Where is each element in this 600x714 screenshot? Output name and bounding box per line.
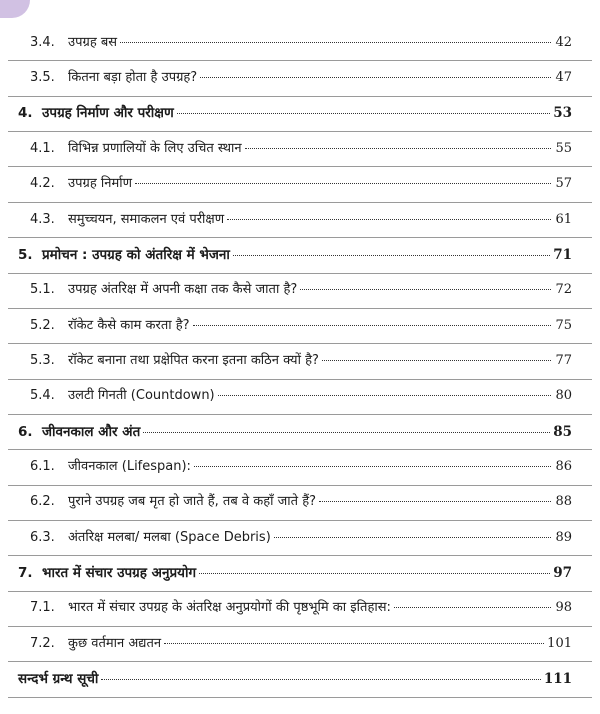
dot-leader <box>227 219 551 220</box>
dot-leader <box>394 607 551 608</box>
toc-number: 4.1. <box>30 141 55 156</box>
divider <box>8 485 592 486</box>
toc-entry-5-3[interactable] <box>30 352 572 370</box>
toc-page-number: 85 <box>553 424 572 440</box>
divider <box>8 555 592 556</box>
toc-entry-5-1[interactable] <box>30 281 572 299</box>
divider <box>8 379 592 380</box>
dot-leader <box>135 183 551 184</box>
toc-title: सन्दर्भ ग्रन्थ सूची <box>18 671 99 687</box>
toc-number: 6.3. <box>30 530 55 545</box>
toc-entry-6-2[interactable] <box>30 493 572 511</box>
toc-page-number: 55 <box>555 141 572 156</box>
toc-entry-7-2[interactable] <box>30 635 572 653</box>
toc-page-number: 61 <box>555 212 572 227</box>
toc-number: 4.2. <box>30 176 55 191</box>
dot-leader <box>322 360 551 361</box>
toc-entry-6-3[interactable] <box>30 529 572 547</box>
toc-title: समुच्चयन, समाकलन एवं परीक्षण <box>68 212 225 227</box>
toc-number: 4. <box>18 105 33 121</box>
toc-number: 5.4. <box>30 388 55 403</box>
toc-number: 6. <box>18 424 33 440</box>
toc-entry-3-4[interactable] <box>30 34 572 52</box>
toc-number: 3.5. <box>30 70 55 85</box>
toc-title: उपग्रह निर्माण और परीक्षण <box>42 105 174 121</box>
divider <box>8 273 592 274</box>
toc-page-number: 77 <box>555 353 572 368</box>
divider <box>8 626 592 627</box>
dot-leader <box>199 573 550 574</box>
toc-page-number: 80 <box>555 388 572 403</box>
toc-title: भारत में संचार उपग्रह के अंतरिक्ष अनुप्रयोगों की पृष्ठभूमि का इतिहास: <box>68 600 391 615</box>
toc-page-number: 75 <box>555 318 572 333</box>
divider <box>8 343 592 344</box>
toc-page-number: 101 <box>547 636 572 651</box>
divider <box>8 237 592 238</box>
toc-number: 3.4. <box>30 35 55 50</box>
dot-leader <box>177 113 550 114</box>
toc-number: 6.1. <box>30 459 55 474</box>
toc-title: पुराने उपग्रह जब मृत हो जाते हैं, तब वे कहाँ जाते हैं? <box>68 494 317 509</box>
toc-title: कुछ वर्तमान अद्यतन <box>68 636 162 651</box>
toc-number: 4.3. <box>30 212 55 227</box>
toc-page-number: 89 <box>555 530 572 545</box>
toc-title: रॉकेट बनाना तथा प्रक्षेपित करना इतना कठिन क्यों है? <box>68 353 319 368</box>
toc-title: भारत में संचार उपग्रह अनुप्रयोग <box>42 565 197 581</box>
divider <box>8 96 592 97</box>
toc-page-number: 42 <box>555 35 572 50</box>
toc-page-number: 97 <box>553 565 572 581</box>
toc-title: अंतरिक्ष मलबा/ मलबा (Space Debris) <box>68 530 271 545</box>
toc-title: कितना बड़ा होता है उपग्रह? <box>68 70 198 85</box>
toc-title: जीवनकाल और अंत <box>42 424 141 440</box>
toc-page-number: 88 <box>555 494 572 509</box>
divider <box>8 308 592 309</box>
toc-page-number: 72 <box>555 282 572 297</box>
toc-title: विभिन्न प्रणालियों के लिए उचित स्थान <box>68 141 242 156</box>
divider <box>8 591 592 592</box>
divider <box>8 661 592 662</box>
dot-leader <box>193 325 551 326</box>
dot-leader <box>101 679 540 680</box>
divider <box>8 202 592 203</box>
divider <box>8 131 592 132</box>
toc-page-number: 98 <box>555 600 572 615</box>
toc-page-number: 71 <box>553 247 572 263</box>
divider <box>8 60 592 61</box>
toc-entry-chapter-7[interactable] <box>18 564 572 582</box>
toc-title: उपग्रह अंतरिक्ष में अपनी कक्षा तक कैसे जाता है? <box>68 282 298 297</box>
toc-number: 5.2. <box>30 318 55 333</box>
toc-number: 6.2. <box>30 494 55 509</box>
toc-entry-7-1[interactable] <box>30 599 572 617</box>
toc-entry-4-3[interactable] <box>30 211 572 229</box>
dot-leader <box>319 501 551 502</box>
toc-page-number: 53 <box>553 105 572 121</box>
toc-entry-4-1[interactable] <box>30 140 572 158</box>
toc-page-number: 86 <box>555 459 572 474</box>
divider <box>8 414 592 415</box>
dot-leader <box>164 643 544 644</box>
dot-leader <box>194 466 551 467</box>
divider <box>8 449 592 450</box>
divider <box>8 520 592 521</box>
toc-title: उपग्रह निर्माण <box>68 176 132 191</box>
toc-page-number: 47 <box>555 70 572 85</box>
divider <box>8 697 592 698</box>
dot-leader <box>233 255 550 256</box>
dot-leader <box>218 395 551 396</box>
toc-title: जीवनकाल (Lifespan): <box>68 459 191 474</box>
dot-leader <box>300 289 551 290</box>
toc-number: 7. <box>18 565 33 581</box>
toc-page-number: 111 <box>543 671 572 687</box>
dot-leader <box>274 537 551 538</box>
toc-title: प्रमोचन : उपग्रह को अंतरिक्ष में भेजना <box>42 247 230 263</box>
dot-leader <box>245 148 551 149</box>
toc-entry-5-4[interactable] <box>30 387 572 405</box>
dot-leader <box>143 432 550 433</box>
toc-page-number: 57 <box>555 176 572 191</box>
toc-title: उपग्रह बस <box>68 35 118 50</box>
toc-entry-3-5[interactable] <box>30 69 572 87</box>
toc-entry-bibliography[interactable] <box>18 670 572 688</box>
toc-entry-chapter-6[interactable] <box>18 423 572 441</box>
toc-number: 5.3. <box>30 353 55 368</box>
toc-number: 7.1. <box>30 600 55 615</box>
toc-number: 5. <box>18 247 33 263</box>
toc-entry-6-1[interactable] <box>30 458 572 476</box>
toc-entry-chapter-4[interactable] <box>18 104 572 122</box>
divider <box>8 166 592 167</box>
toc-title: रॉकेट कैसे काम करता है? <box>68 318 190 333</box>
toc-title: उलटी गिनती (Countdown) <box>68 388 215 403</box>
dot-leader <box>120 42 551 43</box>
toc-entry-5-2[interactable] <box>30 317 572 335</box>
toc-number: 7.2. <box>30 636 55 651</box>
dot-leader <box>200 77 551 78</box>
toc-entry-chapter-5[interactable] <box>18 246 572 264</box>
toc-number: 5.1. <box>30 282 55 297</box>
toc-entry-4-2[interactable] <box>30 175 572 193</box>
